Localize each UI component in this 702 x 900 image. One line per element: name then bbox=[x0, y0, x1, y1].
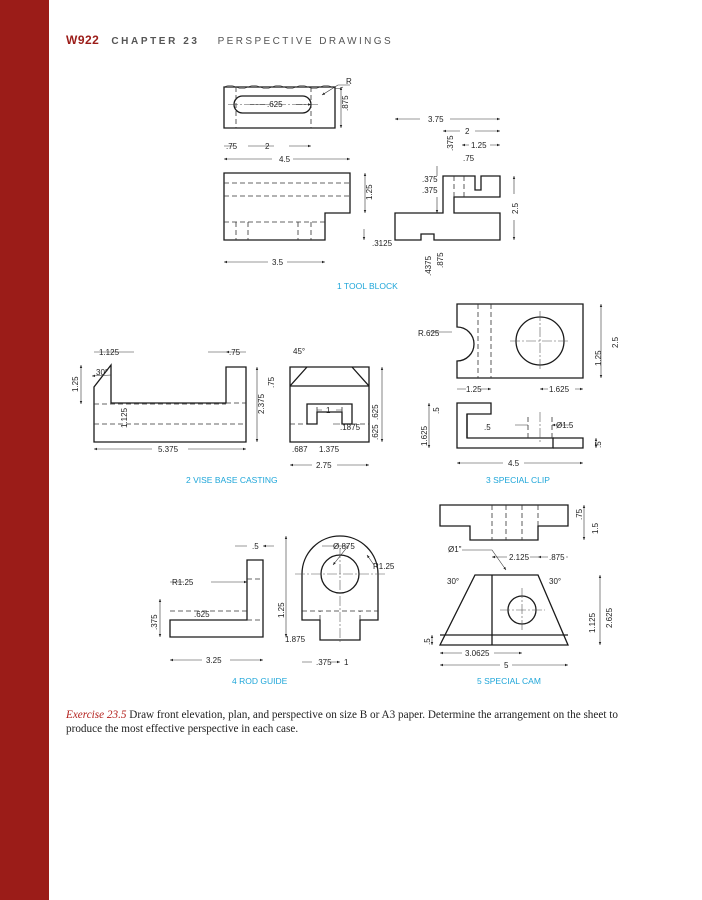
dim-vise-75: .75 bbox=[229, 348, 241, 357]
dim-cam-2125: 2.125 bbox=[509, 553, 530, 562]
caption-vise-base: 2 VISE BASE CASTING bbox=[186, 475, 278, 485]
dim-rod-375: .625 bbox=[194, 610, 210, 619]
dim-rod-625: R1.25 bbox=[172, 578, 194, 587]
dim-vise-2375: 2.375 bbox=[257, 393, 266, 414]
rod-guide-drawing bbox=[150, 536, 395, 686]
vise-base-casting-drawing bbox=[71, 347, 382, 485]
dim-tool-block-45: 4.5 bbox=[279, 155, 291, 164]
dim-clip-25: 2.5 bbox=[611, 336, 620, 348]
dim-tool-block-slot: .625 bbox=[267, 100, 283, 109]
dim-cam-1125: 1.125 bbox=[588, 612, 597, 633]
dim-vise-125: 1.25 bbox=[71, 376, 80, 392]
dim-rod-125: .375 bbox=[150, 614, 159, 630]
dim-tool-block-375: 3.75 bbox=[428, 115, 444, 124]
dim-tool-block-75b: .75 bbox=[463, 154, 475, 163]
dim-vise-45deg: 45° bbox=[293, 347, 306, 356]
dim-tool-block-75: .75 bbox=[226, 142, 238, 151]
dim-tool-block-875: .875 bbox=[341, 95, 350, 111]
dim-clip-r625: R.625 bbox=[418, 329, 440, 338]
special-cam-drawing bbox=[423, 505, 614, 686]
dim-tool-block-4375: .4375 bbox=[424, 255, 433, 276]
dim-clip-5b: .5 bbox=[484, 423, 491, 432]
dim-vise-1375: 1.375 bbox=[319, 445, 340, 454]
dim-cam-5b: 5 bbox=[504, 661, 509, 670]
dim-tool-block-875b: .875 bbox=[436, 252, 445, 268]
section-title: PERSPECTIVE DRAWINGS bbox=[217, 36, 394, 47]
page-number: W922 bbox=[66, 33, 100, 47]
dim-vise-625b: .625 bbox=[371, 404, 380, 420]
dim-tool-block-375d: .375 bbox=[422, 186, 438, 195]
dim-rod-625b: .375 bbox=[316, 658, 332, 667]
dim-tool-block-r: R bbox=[346, 77, 352, 86]
dim-clip-dia15: Ø1.5 bbox=[556, 421, 574, 430]
dim-clip-1625v: 1.625 bbox=[420, 425, 429, 446]
dim-vise-1125b: 1.125 bbox=[120, 407, 129, 428]
dim-vise-5375: 5.375 bbox=[158, 445, 179, 454]
caption-special-clip: 3 SPECIAL CLIP bbox=[486, 475, 550, 485]
dim-vise-1: 1 bbox=[326, 406, 331, 415]
caption-tool-block: 1 TOOL BLOCK bbox=[337, 281, 398, 291]
dim-tool-block-125: 1.25 bbox=[365, 184, 374, 200]
dim-rod-1: 1 bbox=[344, 658, 349, 667]
caption-rod-guide: 4 ROD GUIDE bbox=[232, 676, 288, 686]
tool-block-drawing bbox=[224, 77, 520, 291]
dim-clip-5a: .5 bbox=[432, 407, 441, 414]
dim-vise-1875: .1875 bbox=[340, 423, 361, 432]
dim-rod-5: .5 bbox=[252, 542, 259, 551]
dim-rod-375b: 1.875 bbox=[285, 635, 306, 644]
dim-cam-5: .5 bbox=[423, 638, 432, 645]
dim-tool-block-375c: .375 bbox=[422, 175, 438, 184]
dim-cam-dia1: Ø1" bbox=[448, 545, 462, 554]
dim-clip-5c: .5 bbox=[594, 441, 603, 448]
dim-rod-1875: 1.25 bbox=[277, 602, 286, 618]
dim-rod-r125: R1.25 bbox=[373, 562, 395, 571]
dim-vise-275: 2.75 bbox=[316, 461, 332, 470]
dim-tool-block-2b: 2 bbox=[465, 127, 470, 136]
special-clip-drawing bbox=[418, 304, 620, 485]
dim-cam-30b: 30° bbox=[549, 577, 562, 586]
dim-tool-block-35: 3.5 bbox=[272, 258, 284, 267]
dim-tool-block-375v: .375 bbox=[446, 135, 455, 151]
dim-cam-15: 1.5 bbox=[591, 522, 600, 534]
dim-tool-block-25: 2.5 bbox=[511, 202, 520, 214]
exercise-label: Exercise 23.5 bbox=[66, 709, 127, 722]
chapter-label: CHAPTER 23 bbox=[111, 36, 200, 47]
dim-cam-875: .875 bbox=[549, 553, 565, 562]
dim-clip-1625: 1.625 bbox=[549, 385, 570, 394]
dim-vise-1125: 1.125 bbox=[99, 348, 120, 357]
dim-clip-125: 1.25 bbox=[466, 385, 482, 394]
dim-tool-block-2: 2 bbox=[265, 142, 270, 151]
dim-cam-30a: 30° bbox=[447, 577, 460, 586]
dim-tool-block-125b: 1.25 bbox=[471, 141, 487, 150]
dim-vise-687: .687 bbox=[292, 445, 308, 454]
dim-clip-125v: 1.25 bbox=[594, 350, 603, 366]
dim-cam-30625: 3.0625 bbox=[465, 649, 490, 658]
dim-vise-625a: .625 bbox=[371, 424, 380, 440]
caption-special-cam: 5 SPECIAL CAM bbox=[477, 676, 541, 686]
dim-tool-block-3125: .3125 bbox=[372, 239, 393, 248]
dim-cam-75: .75 bbox=[575, 508, 584, 520]
exercise-text bbox=[66, 708, 636, 736]
dim-cam-2625: 2.625 bbox=[605, 607, 614, 628]
dim-vise-75v: .75 bbox=[267, 376, 276, 388]
dim-vise-30deg: 30° bbox=[96, 368, 109, 377]
dim-clip-45: 4.5 bbox=[508, 459, 520, 468]
exercise-body: Draw front elevation, plan, and perspective on size B or A3 paper. Determine the arrangement on the sheet to produce the most effective perspective in each case. bbox=[66, 709, 618, 736]
dim-rod-dia875: Ø.875 bbox=[333, 542, 355, 551]
dim-rod-325: 3.25 bbox=[206, 656, 222, 665]
